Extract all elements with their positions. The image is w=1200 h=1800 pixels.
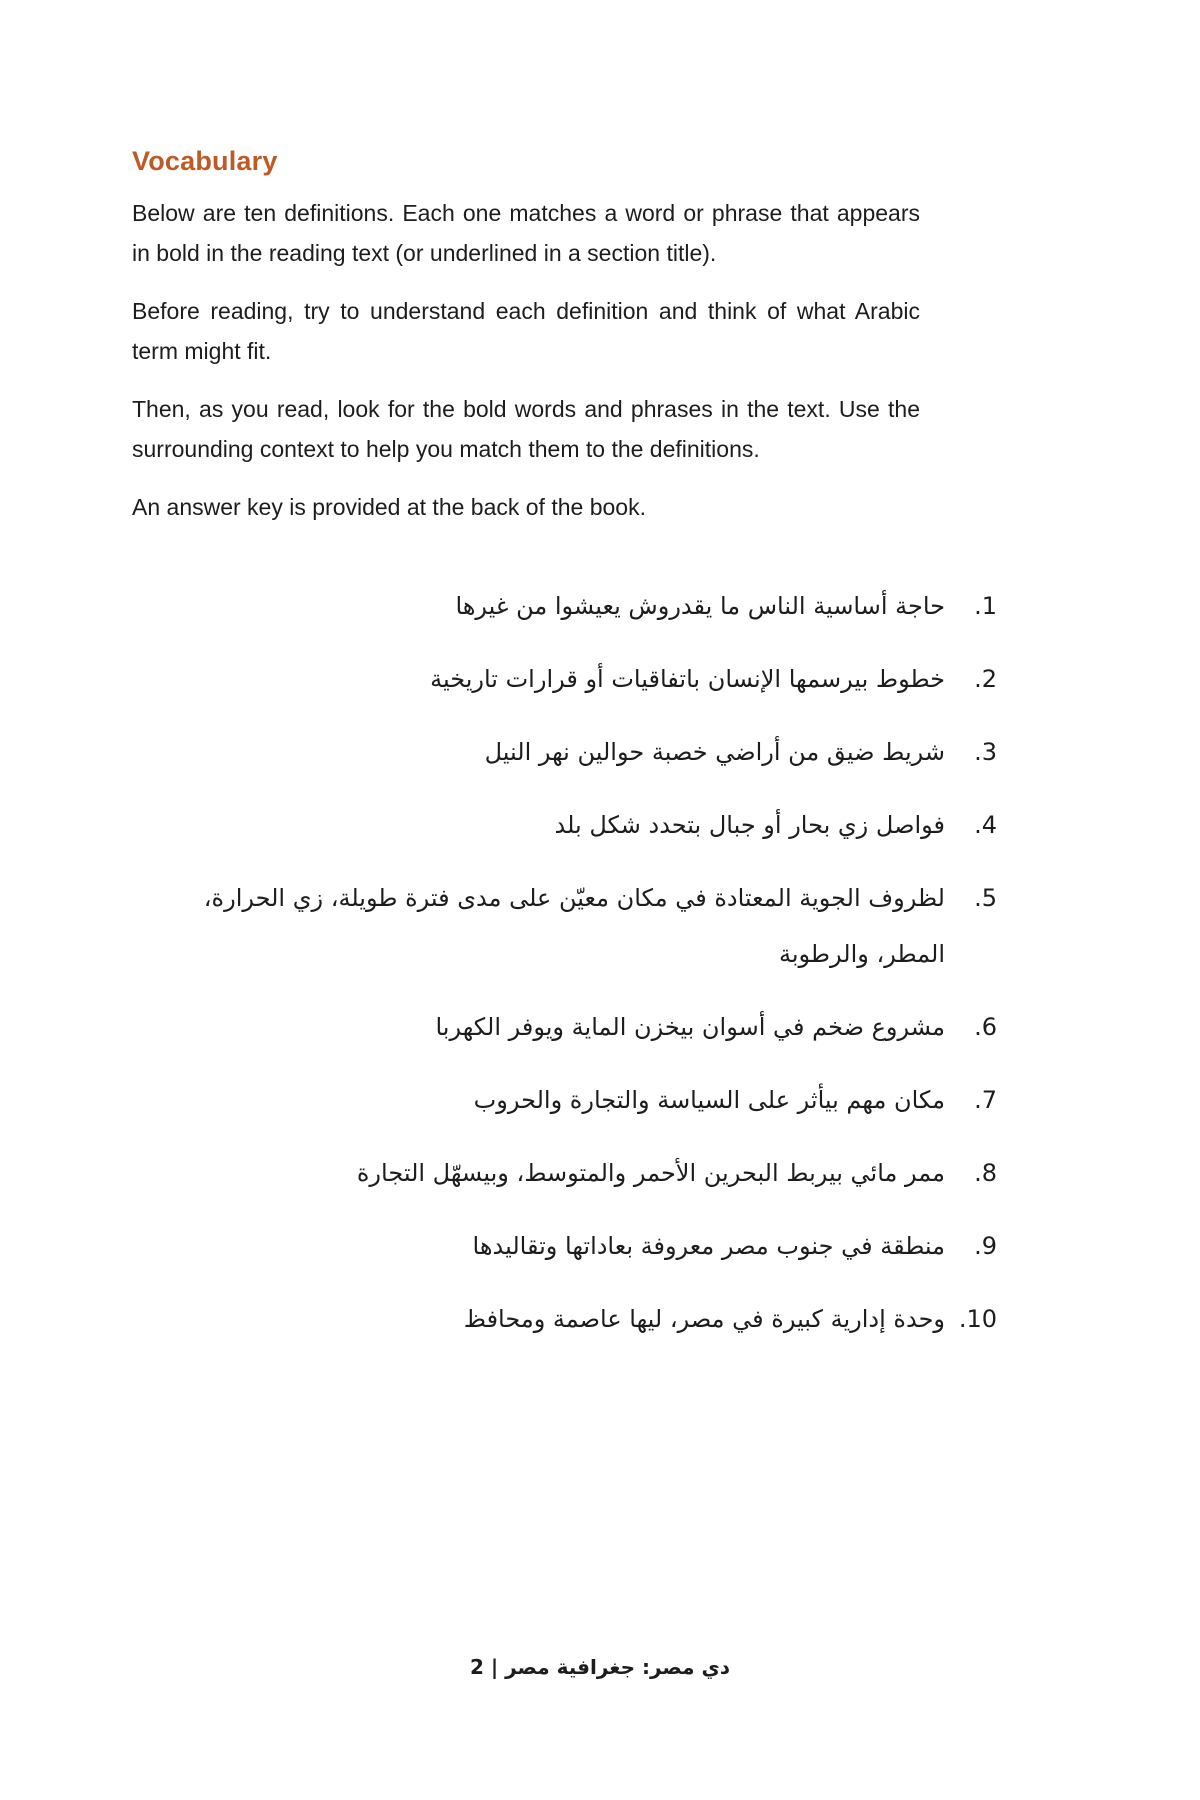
definition-item (197, 1218, 997, 1274)
intro-paragraph: Before reading, try to understand each definition and think of what Arabic term might fit. (132, 298, 920, 364)
page-footer (0, 1655, 1200, 1679)
definition-number: 7. (974, 1086, 997, 1114)
definition-item (197, 870, 997, 982)
definition-text: وحدة إدارية كبيرة في مصر، ليها عاصمة ومحافظ (463, 1305, 945, 1333)
intro-paragraph: Below are ten definitions. Each one matches a word or phrase that appears in bold in the reading text (or underlined in a section title). (132, 200, 920, 266)
intro-paragraph: An answer key is provided at the back of the book. (132, 494, 646, 520)
definition-number: 10. (958, 1305, 997, 1333)
definition-text: فواصل زي بحار أو جبال بتحدد شكل بلد (554, 811, 945, 839)
definition-text: خطوط بيرسمها الإنسان باتفاقيات أو قرارات تاريخية (430, 665, 945, 693)
vocabulary-heading: Vocabulary (132, 146, 278, 176)
definition-item (197, 724, 997, 780)
definition-text: شريط ضيق من أراضي خصبة حوالين نهر النيل (484, 738, 945, 766)
definition-number: 5. (974, 884, 997, 912)
definition-item (197, 1072, 997, 1128)
definition-number: 8. (974, 1159, 997, 1187)
definition-text: مشروع ضخم في أسوان بيخزن الماية ويوفر الكهربا (435, 1013, 945, 1041)
definition-number: 1. (974, 592, 997, 620)
definition-item (197, 1145, 997, 1201)
definition-item (197, 999, 997, 1055)
definition-text: حاجة أساسية الناس ما يقدروش يعيشوا من غيرها (455, 592, 945, 620)
intro-section (132, 146, 920, 545)
definition-text: منطقة في جنوب مصر معروفة بعاداتها وتقاليدها (472, 1232, 945, 1260)
definition-item (197, 797, 997, 853)
definition-item (197, 651, 997, 707)
definition-item (197, 578, 997, 634)
definition-number: 6. (974, 1013, 997, 1041)
definition-text: مكان مهم بيأثر على السياسة والتجارة والحروب (473, 1086, 945, 1114)
definition-number: 3. (974, 738, 997, 766)
intro-paragraph: Then, as you read, look for the bold words and phrases in the text. Use the surrounding context to help you match them to the definitions. (132, 396, 920, 462)
definition-text: ممر مائي بيربط البحرين الأحمر والمتوسط، وبيسهّل التجارة (356, 1159, 945, 1187)
definition-number: 9. (974, 1232, 997, 1260)
definition-number: 4. (974, 811, 997, 839)
definition-number: 2. (974, 665, 997, 693)
definition-text: لظروف الجوية المعتادة في مكان معيّن على مدى فترة طويلة، زي الحرارة، المطر، والرطوبة (203, 884, 945, 968)
footer-text: دي مصر: جغرافية مصر | 2 (469, 1655, 731, 1679)
definition-item (197, 1291, 997, 1347)
definitions-list (197, 578, 997, 1364)
